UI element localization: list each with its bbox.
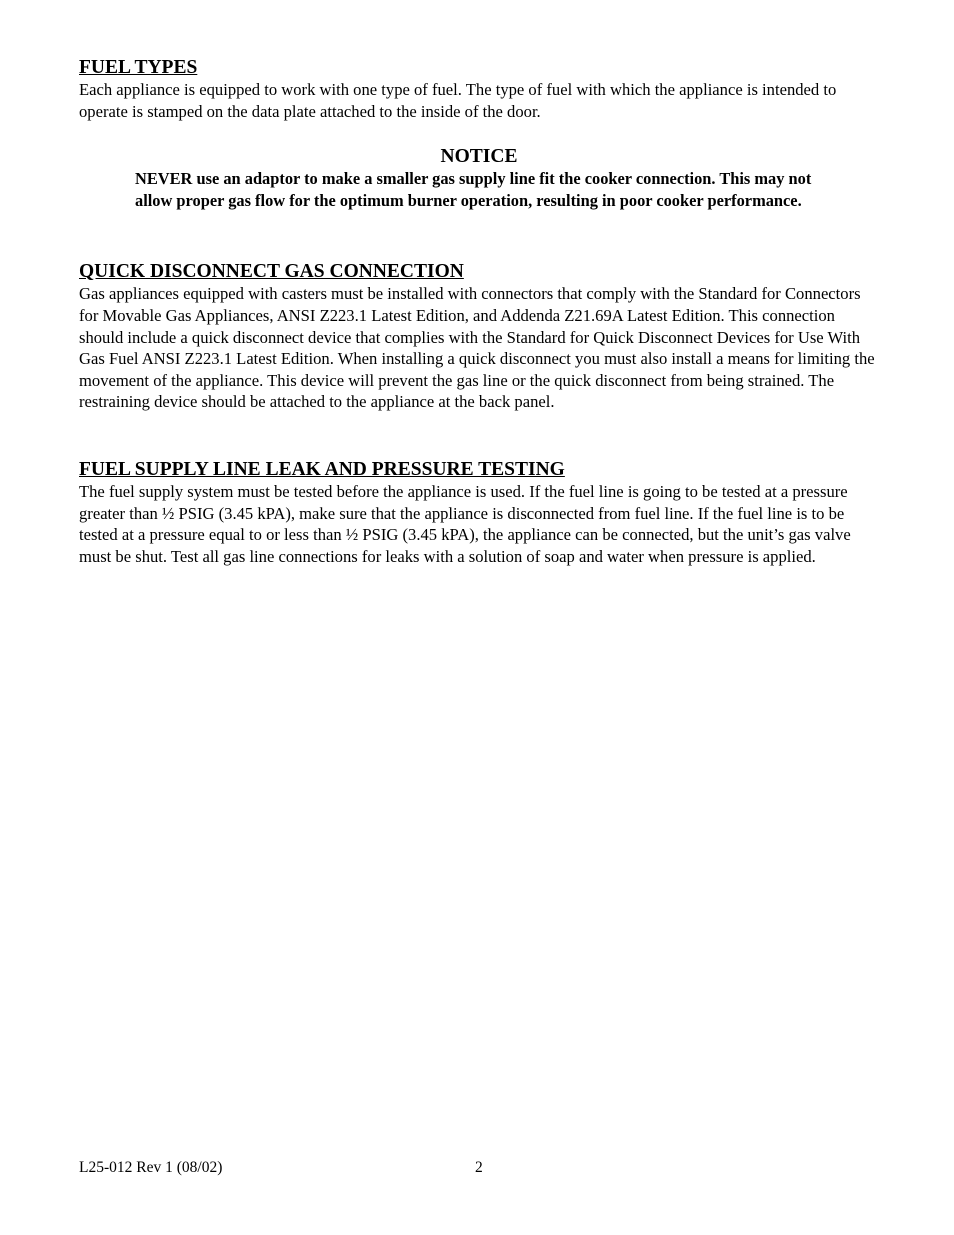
section-fuel-types: [79, 57, 879, 122]
paragraph-fuel-types: Each appliance is equipped to work with one type of fuel. The type of fuel with which the appliance is intended to operate is stamped on the data plate attached to the inside of the door.: [79, 80, 837, 121]
section-quick-disconnect: [79, 261, 879, 413]
paragraph-fuel-supply-testing: The fuel supply system must be tested before the appliance is used. If the fuel line is going to be tested at a pressure greater than ½ PSIG (3.45 kPA), make sure that the appliance is disconnected from fuel line. If the fuel line is to be tested at a pressure equal to or less than ½ PSIG (3.45 kPA), the appliance can be connected, but the unit’s gas valve must be shut. Test all gas line connections for leaks with a solution of soap and water when pressure is applied.: [79, 481, 851, 566]
section-fuel-supply-testing: [79, 459, 879, 567]
notice-title: NOTICE: [440, 146, 518, 168]
section-heading-quick-disconnect: QUICK DISCONNECT GAS CONNECTION: [79, 261, 464, 283]
page-number: 2: [475, 1159, 483, 1176]
document-id: L25-012 Rev 1 (08/02): [79, 1159, 223, 1176]
paragraph-quick-disconnect: Gas appliances equipped with casters must be installed with connectors that comply with the Standard for Connectors for Movable Gas Appliances, ANSI Z223.1 Latest Edition, and Addenda Z21.69A Latest Edition. This connection should include a quick disconnect device that complies with the Standard for Quick Disconnect Devices for Use With Gas Fuel ANSI Z223.1 Latest Edition. When installing a quick disconnect you must also install a means for limiting the movement of the appliance. This device will prevent the gas line or the quick disconnect from being strained. The restraining device should be attached to the appliance at the back panel.: [79, 284, 875, 412]
section-heading-fuel-types: FUEL TYPES: [79, 57, 198, 78]
document-page: [79, 57, 879, 567]
notice-box: [79, 146, 879, 211]
notice-text: NEVER use an adaptor to make a smaller gas supply line fit the cooker connection. This may not allow proper gas flow for the optimum burner operation, resulting in poor cooker performance.: [135, 169, 812, 210]
section-heading-fuel-supply-testing: FUEL SUPPLY LINE LEAK AND PRESSURE TESTING: [79, 458, 565, 480]
